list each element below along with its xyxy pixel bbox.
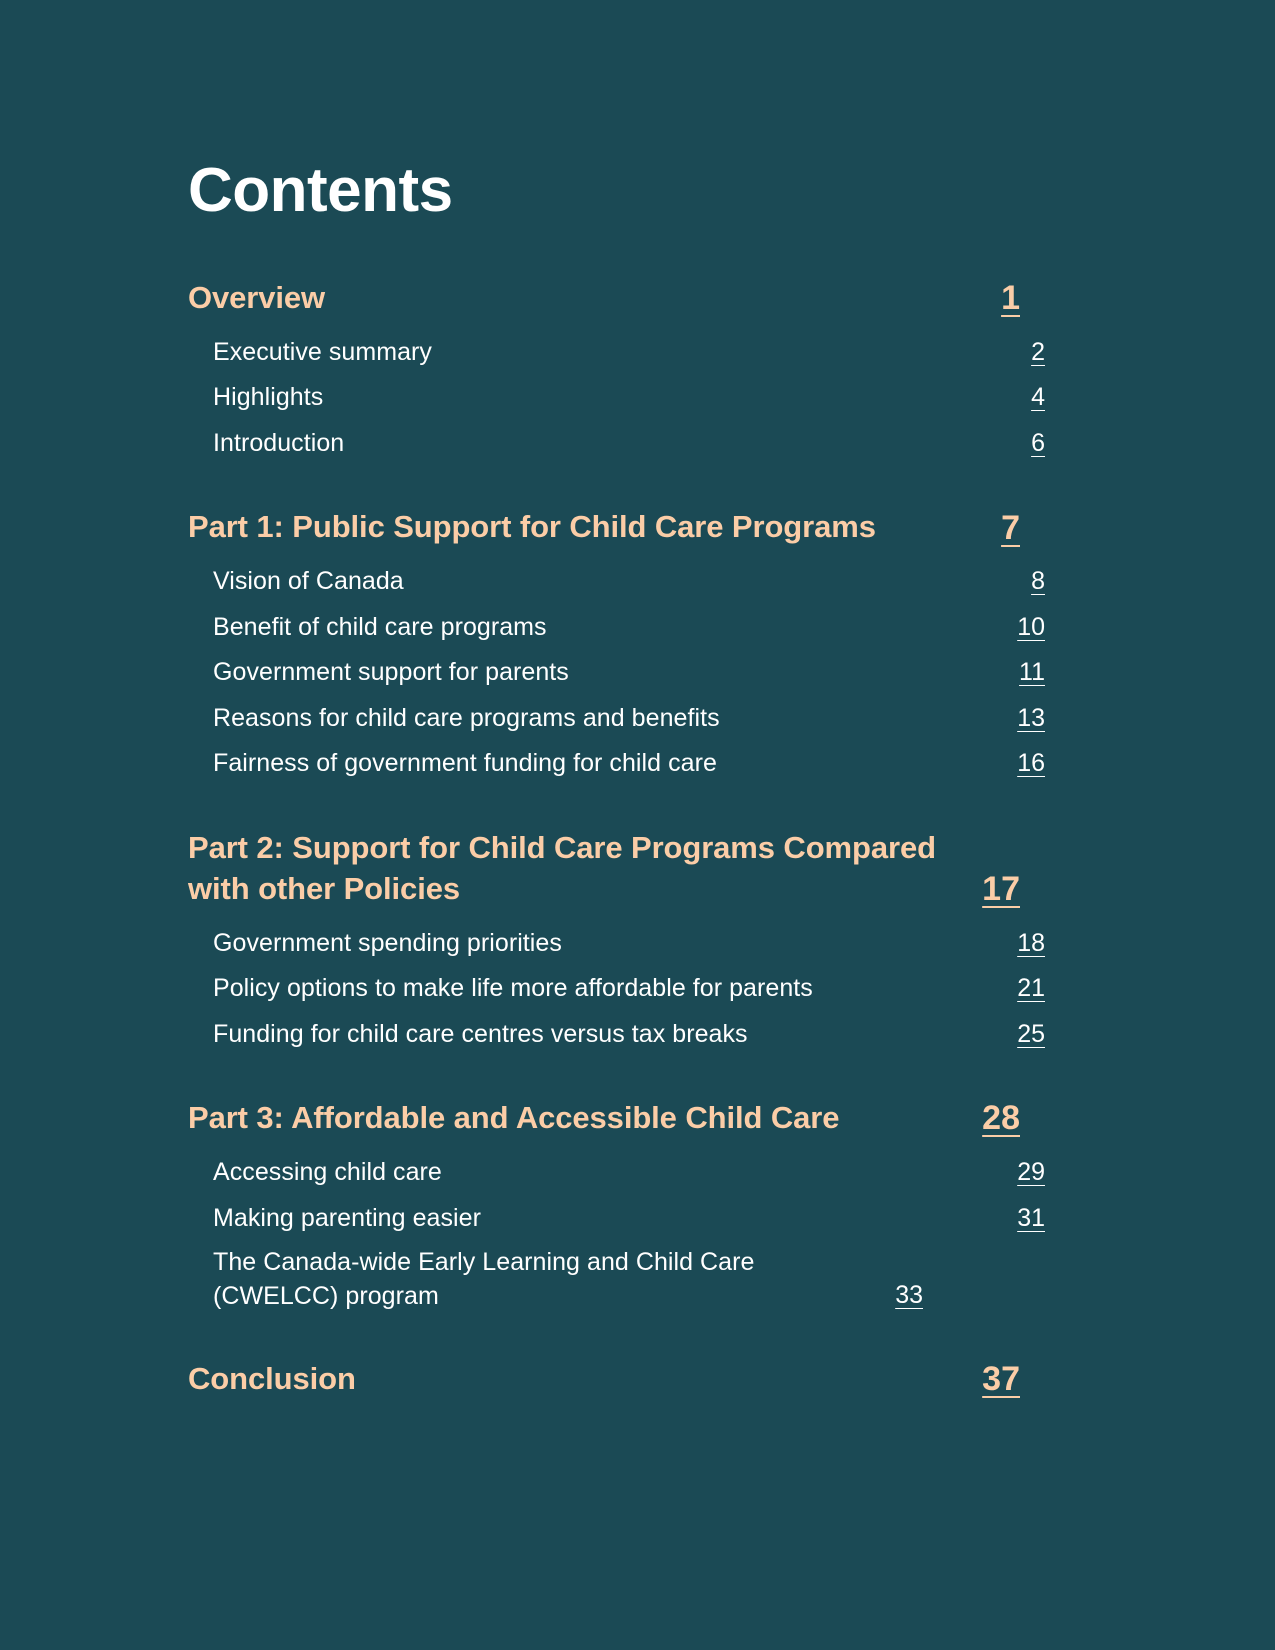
subitem-label: Making parenting easier	[213, 1203, 481, 1232]
toc-subitem[interactable]	[188, 335, 1045, 371]
section-title: Part 2: Support for Child Care Programs Compared with other Policies	[188, 829, 936, 906]
toc-section-header[interactable]	[188, 1098, 1020, 1139]
toc-subitem-list	[188, 1155, 1045, 1313]
toc-subitem[interactable]	[188, 655, 1045, 691]
toc-subitem-list	[188, 335, 1045, 462]
section-page-number[interactable]: 17	[982, 869, 1020, 908]
toc-section-part-3	[188, 1098, 1045, 1313]
section-title: Overview	[188, 280, 326, 315]
subitem-label: Government spending priorities	[213, 928, 562, 957]
toc-subitem[interactable]	[188, 1017, 1045, 1053]
subitem-label: Executive summary	[213, 337, 432, 366]
subitem-label: Government support for parents	[213, 658, 569, 687]
section-page-number[interactable]: 7	[1001, 508, 1020, 547]
toc-section-conclusion	[188, 1359, 1020, 1400]
subitem-label: Vision of Canada	[213, 567, 404, 596]
subitem-page-number[interactable]: 29	[1017, 1158, 1045, 1187]
subitem-page-number[interactable]: 2	[1031, 337, 1045, 366]
subitem-label: Highlights	[213, 383, 324, 412]
section-title: Part 3: Affordable and Accessible Child Care	[188, 1100, 840, 1136]
subitem-page-number[interactable]: 21	[1017, 974, 1045, 1003]
subitem-page-number[interactable]: 8	[1031, 567, 1045, 596]
toc-section-overview	[188, 278, 1045, 461]
subitem-label: Accessing child care	[213, 1158, 442, 1187]
subitem-page-number[interactable]: 16	[1017, 749, 1045, 778]
subitem-label: Reasons for child care programs and benefits	[213, 703, 720, 732]
toc-subitem[interactable]	[188, 1155, 1045, 1191]
subitem-label: Funding for child care centres versus tax breaks	[213, 1019, 748, 1048]
toc-section-header[interactable]	[188, 507, 1020, 548]
toc-subitem[interactable]	[188, 746, 1045, 782]
subitem-label: Fairness of government funding for child care	[213, 749, 717, 778]
subitem-label: Policy options to make life more affordable for parents	[213, 974, 813, 1003]
toc-subitem[interactable]	[188, 971, 1045, 1007]
subitem-label: Benefit of child care programs	[213, 612, 547, 641]
subitem-page-number[interactable]: 13	[1017, 703, 1045, 732]
table-of-contents	[188, 156, 1045, 1400]
toc-section-header[interactable]	[188, 828, 1020, 910]
subitem-page-number[interactable]: 31	[1017, 1203, 1045, 1232]
section-page-number[interactable]: 1	[1001, 279, 1020, 318]
toc-subitem[interactable]	[188, 701, 1045, 737]
subitem-page-number[interactable]: 25	[1017, 1019, 1045, 1048]
toc-section-part-1	[188, 507, 1045, 781]
toc-subitem[interactable]	[188, 380, 1045, 416]
toc-subitem[interactable]	[188, 1246, 1045, 1313]
page-title: Contents	[188, 156, 453, 225]
toc-subitem-list	[188, 564, 1045, 782]
toc-subitem[interactable]	[188, 426, 1045, 462]
subitem-label: The Canada-wide Early Learning and Child Care (CWELCC) program	[213, 1248, 755, 1310]
subitem-page-number[interactable]: 18	[1017, 928, 1045, 957]
toc-subitem[interactable]	[188, 610, 1045, 646]
toc-subitem-list	[188, 926, 1045, 1053]
subitem-page-number[interactable]: 11	[1019, 658, 1045, 687]
toc-subitem[interactable]	[188, 564, 1045, 600]
subitem-page-number[interactable]: 6	[1031, 428, 1045, 457]
toc-section-header[interactable]	[188, 1359, 1020, 1400]
section-title: Conclusion	[188, 1361, 356, 1397]
subitem-label: Introduction	[213, 428, 345, 457]
toc-section-header[interactable]	[188, 278, 1020, 319]
toc-subitem[interactable]	[188, 1201, 1045, 1237]
section-page-number[interactable]: 37	[982, 1360, 1020, 1399]
section-page-number[interactable]: 28	[982, 1099, 1020, 1138]
toc-subitem[interactable]	[188, 926, 1045, 962]
subitem-page-number[interactable]: 10	[1017, 612, 1045, 641]
toc-section-part-2	[188, 828, 1045, 1052]
section-title: Part 1: Public Support for Child Care Programs	[188, 509, 876, 545]
subitem-page-number[interactable]: 33	[895, 1280, 923, 1309]
subitem-page-number[interactable]: 4	[1031, 383, 1045, 412]
